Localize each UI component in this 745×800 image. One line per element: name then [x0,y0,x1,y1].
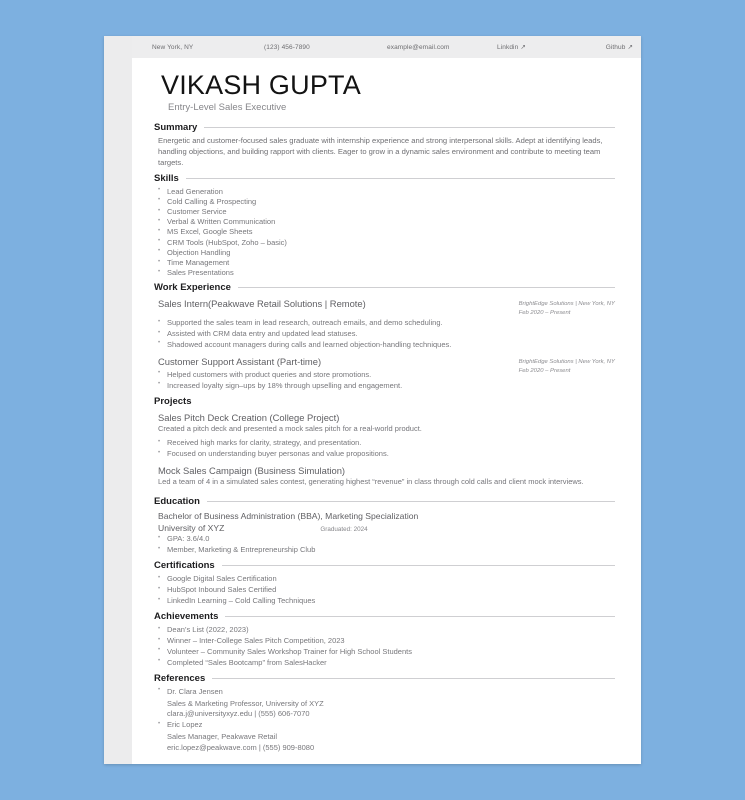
achievements-list [154,625,615,669]
list-item: • Member, Marketing & Entrepreneurship Club [154,545,615,556]
work-entry-block [154,356,402,396]
section-rule [204,127,615,128]
github-label: Github [605,44,626,51]
reference-role: Sales & Marketing Professor, University of XYZ [167,698,324,708]
project-title: Mock Sales Campaign (Business Simulation) [158,465,346,477]
section-header-work-experience [154,282,615,293]
work-entry-dates: Feb 2020 – Present [518,367,571,374]
education-bullets [154,534,615,556]
external-link-icon: ↗ [627,44,633,51]
list-item: • Supported the sales team in lead research, outreach emails, and demo scheduling. [154,318,615,329]
contact-email[interactable]: example@email.com [387,43,450,51]
work-entry [154,298,615,318]
section-header-achievements [154,611,615,622]
work-entry-company: BrightEdge Solutions | New York, NY [518,358,615,365]
list-item: • GPA: 3.6/4.0 [154,534,615,545]
candidate-name: VIKASH GUPTA [161,70,361,100]
project-description: Created a pitch deck and presented a mock sales pitch for a real-world product. [158,423,422,433]
list-item: • HubSpot Inbound Sales Certified [154,585,615,596]
section-header-projects [154,396,615,407]
list-item: • Lead Generation [154,187,615,197]
section-title: Skills [154,172,179,184]
summary-text: Energetic and customer-focused sales graduate with internship experience and strong interpersonal skills. Adept at identifying leads, handling objections, and building rapport with clients. Eager to grow in a dynamic sales environment and contribute to meeting team targets. [158,136,603,167]
resume-content [132,58,641,753]
reference-contact: clara.j@universityxyz.edu | (555) 606-7070 [167,709,310,719]
list-item: • Customer Service [154,207,615,217]
linkedin-label: Linkdin [497,44,519,51]
contact-bar [132,36,641,58]
work-entry-meta [519,298,615,318]
resume-page [104,36,641,764]
list-item: • CRM Tools (HubSpot, Zoho – basic) [154,238,615,248]
references-list [154,687,615,753]
section-title: Work Experience [154,282,231,294]
list-item: • Eric Lopez [154,720,615,731]
skills-list [154,187,615,279]
section-rule [222,565,615,566]
work-entry-title: Sales Intern(Peakwave Retail Solutions | Remote) [158,298,366,310]
section-rule [225,616,615,617]
certifications-list [154,574,615,607]
section-title: Education [154,495,200,507]
list-item: • Assisted with CRM data entry and updated lead statuses. [154,329,615,340]
list-item: • Sales Presentations [154,268,615,278]
work-entry-bullets [154,318,615,351]
work-entry-title: Customer Support Assistant (Part-time) [158,355,322,367]
list-item: • Increased loyalty sign–ups by 18% through upselling and engagement. [154,381,402,392]
list-item: • Completed “Sales Bootcamp” from SalesHacker [154,658,615,669]
list-item: • Objection Handling [154,248,615,258]
section-title: Summary [154,122,198,134]
education-school: University of XYZ [158,523,225,534]
list-item: • Helped customers with product queries and store promotions. [154,370,402,381]
list-item: • Received high marks for clarity, strategy, and presentation. [154,438,615,449]
section-title: Projects [154,395,192,407]
education-school-row [154,522,615,534]
list-item: • Dean’s List (2022, 2023) [154,625,615,636]
resume-sheet [132,36,641,764]
external-link-icon: ↗ [520,44,526,51]
section-title: References [154,672,206,684]
project-bullets [154,438,615,460]
reference-role: Sales Manager, Peakwave Retail [167,731,278,741]
list-item: • Dr. Clara Jensen [154,687,615,698]
contact-github-link[interactable] [575,43,633,51]
work-entry [154,356,615,396]
section-title: Certifications [154,560,215,572]
list-item: • Shadowed account managers during calls and learned objection-handling techniques. [154,340,615,351]
list-item: • Verbal & Written Communication [154,217,615,227]
work-entry-dates: Feb 2020 – Present [518,310,571,317]
section-rule [238,287,615,288]
list-item: • LinkedIn Learning – Cold Calling Techniques [154,596,615,607]
contact-linkedin-link[interactable] [497,43,575,51]
candidate-subtitle: Entry-Level Sales Executive [168,102,287,114]
section-rule [212,678,615,679]
list-item: • Google Digital Sales Certification [154,574,615,585]
list-item: • MS Excel, Google Sheets [154,227,615,237]
work-entry-company: BrightEdge Solutions | New York, NY [518,301,615,308]
page-left-gutter [104,36,132,764]
section-rule [186,178,615,179]
list-item: • Winner – Inter-College Sales Pitch Competition, 2023 [154,636,615,647]
section-header-skills [154,173,615,184]
list-item: • Focused on understanding buyer personas and value propositions. [154,449,615,460]
section-rule [207,501,615,502]
list-item: • Time Management [154,258,615,268]
project-description: Led a team of 4 in a simulated sales contest, generating highest “revenue” in class through cold calls and client mock interviews. [158,477,584,487]
education-degree: Bachelor of Business Administration (BBA), Marketing Specialization [158,510,419,521]
education-graduation: Graduated: 2024 [320,526,368,534]
section-header-education [154,496,615,507]
section-header-summary [154,122,615,133]
work-entry-meta [519,356,615,376]
contact-phone[interactable]: (123) 456-7890 [264,43,310,51]
reference-contact: eric.lopez@peakwave.com | (555) 909-8080 [167,742,315,752]
project-title: Sales Pitch Deck Creation (College Project) [158,411,340,423]
section-title: Achievements [154,611,219,623]
section-header-references [154,673,615,684]
section-header-certifications [154,560,615,571]
contact-location: New York, NY [152,43,194,51]
work-entry-bullets [154,370,402,392]
list-item: • Cold Calling & Prospecting [154,197,615,207]
list-item: • Volunteer – Community Sales Workshop Trainer for High School Students [154,647,615,658]
